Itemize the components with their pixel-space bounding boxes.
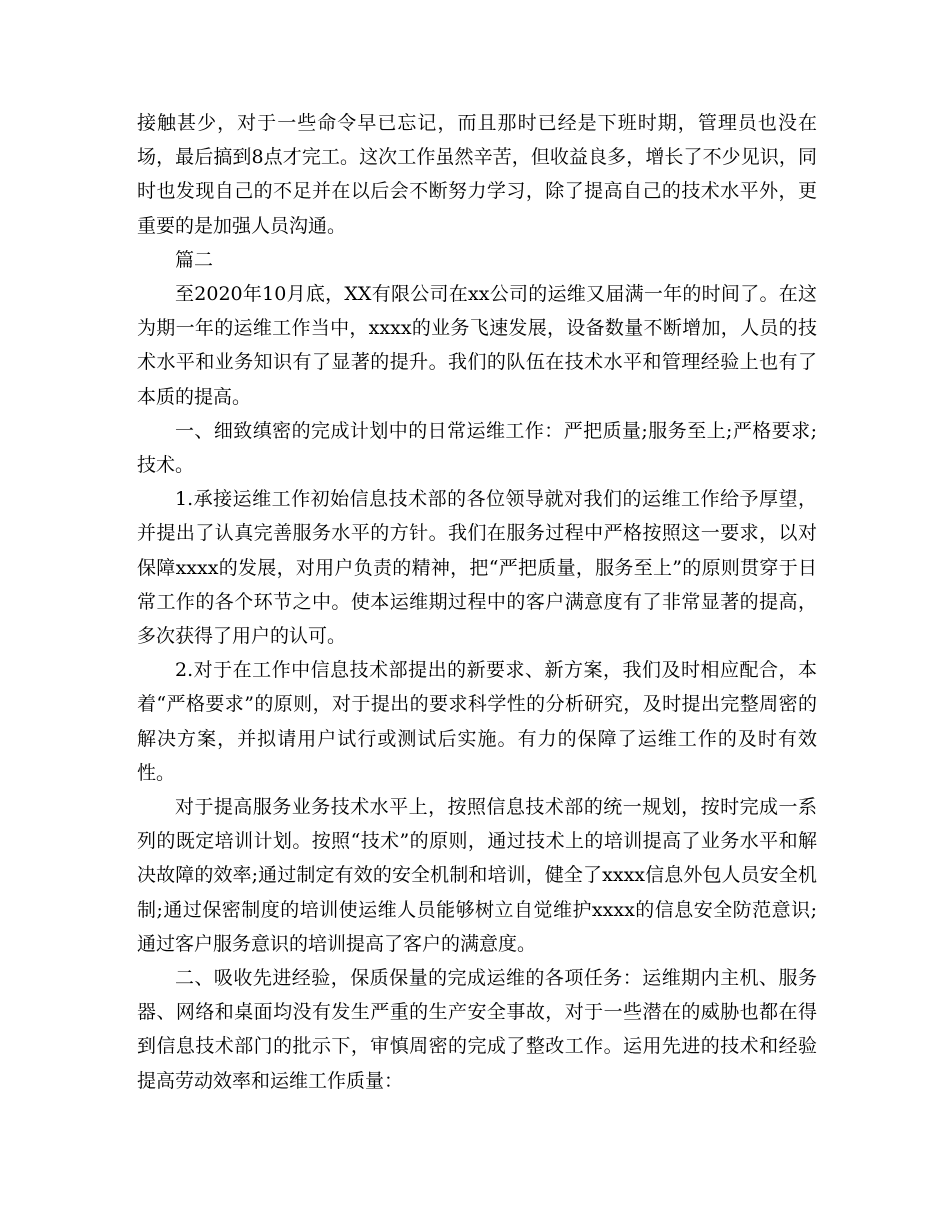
paragraph-continued: 接触甚少，对于一些命令早已忘记，而且那时已经是下班时期，管理员也没在场，最后搞到8点才完工。这次工作虽然辛苦，但收益良多，增长了不少见识，同时也发现自己的不足并在以后会不断努力学习，除了提高自己的技术水平外，更重要的是加强人员沟通。 <box>137 112 817 237</box>
paragraph-point-one: 一、细致缜密的完成计划中的日常运维工作：严把质量;服务至上;严格要求;技术。 <box>137 419 817 477</box>
document-body <box>137 106 817 1098</box>
paragraph-item-2: 2.对于在工作中信息技术部提出的新要求、新方案，我们及时相应配合，本着“严格要求”的原则，对于提出的要求科学性的分析研究，及时提出完整周密的解决方案，并拟请用户试行或测试后实施。有力的保障了运维工作的及时有效性。 <box>137 659 817 784</box>
paragraph-point-two: 二、吸收先进经验，保质保量的完成运维的各项任务：运维期内主机、服务器、网络和桌面均没有发生严重的生产安全事故，对于一些潜在的威胁也都在得到信息技术部门的批示下，审慎周密的完成了整改工作。运用先进的技术和经验提高劳动效率和运维工作质量： <box>137 967 817 1092</box>
paragraph-training: 对于提高服务业务技术水平上，按照信息技术部的统一规划，按时完成一系列的既定培训计划。按照“技术”的原则，通过技术上的培训提高了业务水平和解决故障的效率;通过制定有效的安全机制和培训，健全了xxxx信息外包人员安全机制;通过保密制度的培训使运维人员能够树立自觉维护xxxx的信息安全防范意识;通过客户服务意识的培训提高了客户的满意度。 <box>137 796 817 955</box>
section-heading: 篇二 <box>175 248 214 271</box>
paragraph-item-1: 1.承接运维工作初始信息技术部的各位领导就对我们的运维工作给予厚望，并提出了认真完善服务水平的方针。我们在服务过程中严格按照这一要求，以对保障xxxx的发展，对用户负责的精神，把“严把质量，服务至上”的原则贯穿于日常工作的各个环节之中。使本运维期过程中的客户满意度有了非常显著的提高，多次获得了用户的认可。 <box>137 488 817 648</box>
paragraph-intro: 至2020年10月底，XX有限公司在xx公司的运维又届满一年的时间了。在这为期一年的运维工作当中，xxxx的业务飞速发展，设备数量不断增加，人员的技术水平和业务知识有了显著的提升。我们的队伍在技术水平和管理经验上也有了本质的提高。 <box>137 283 817 408</box>
